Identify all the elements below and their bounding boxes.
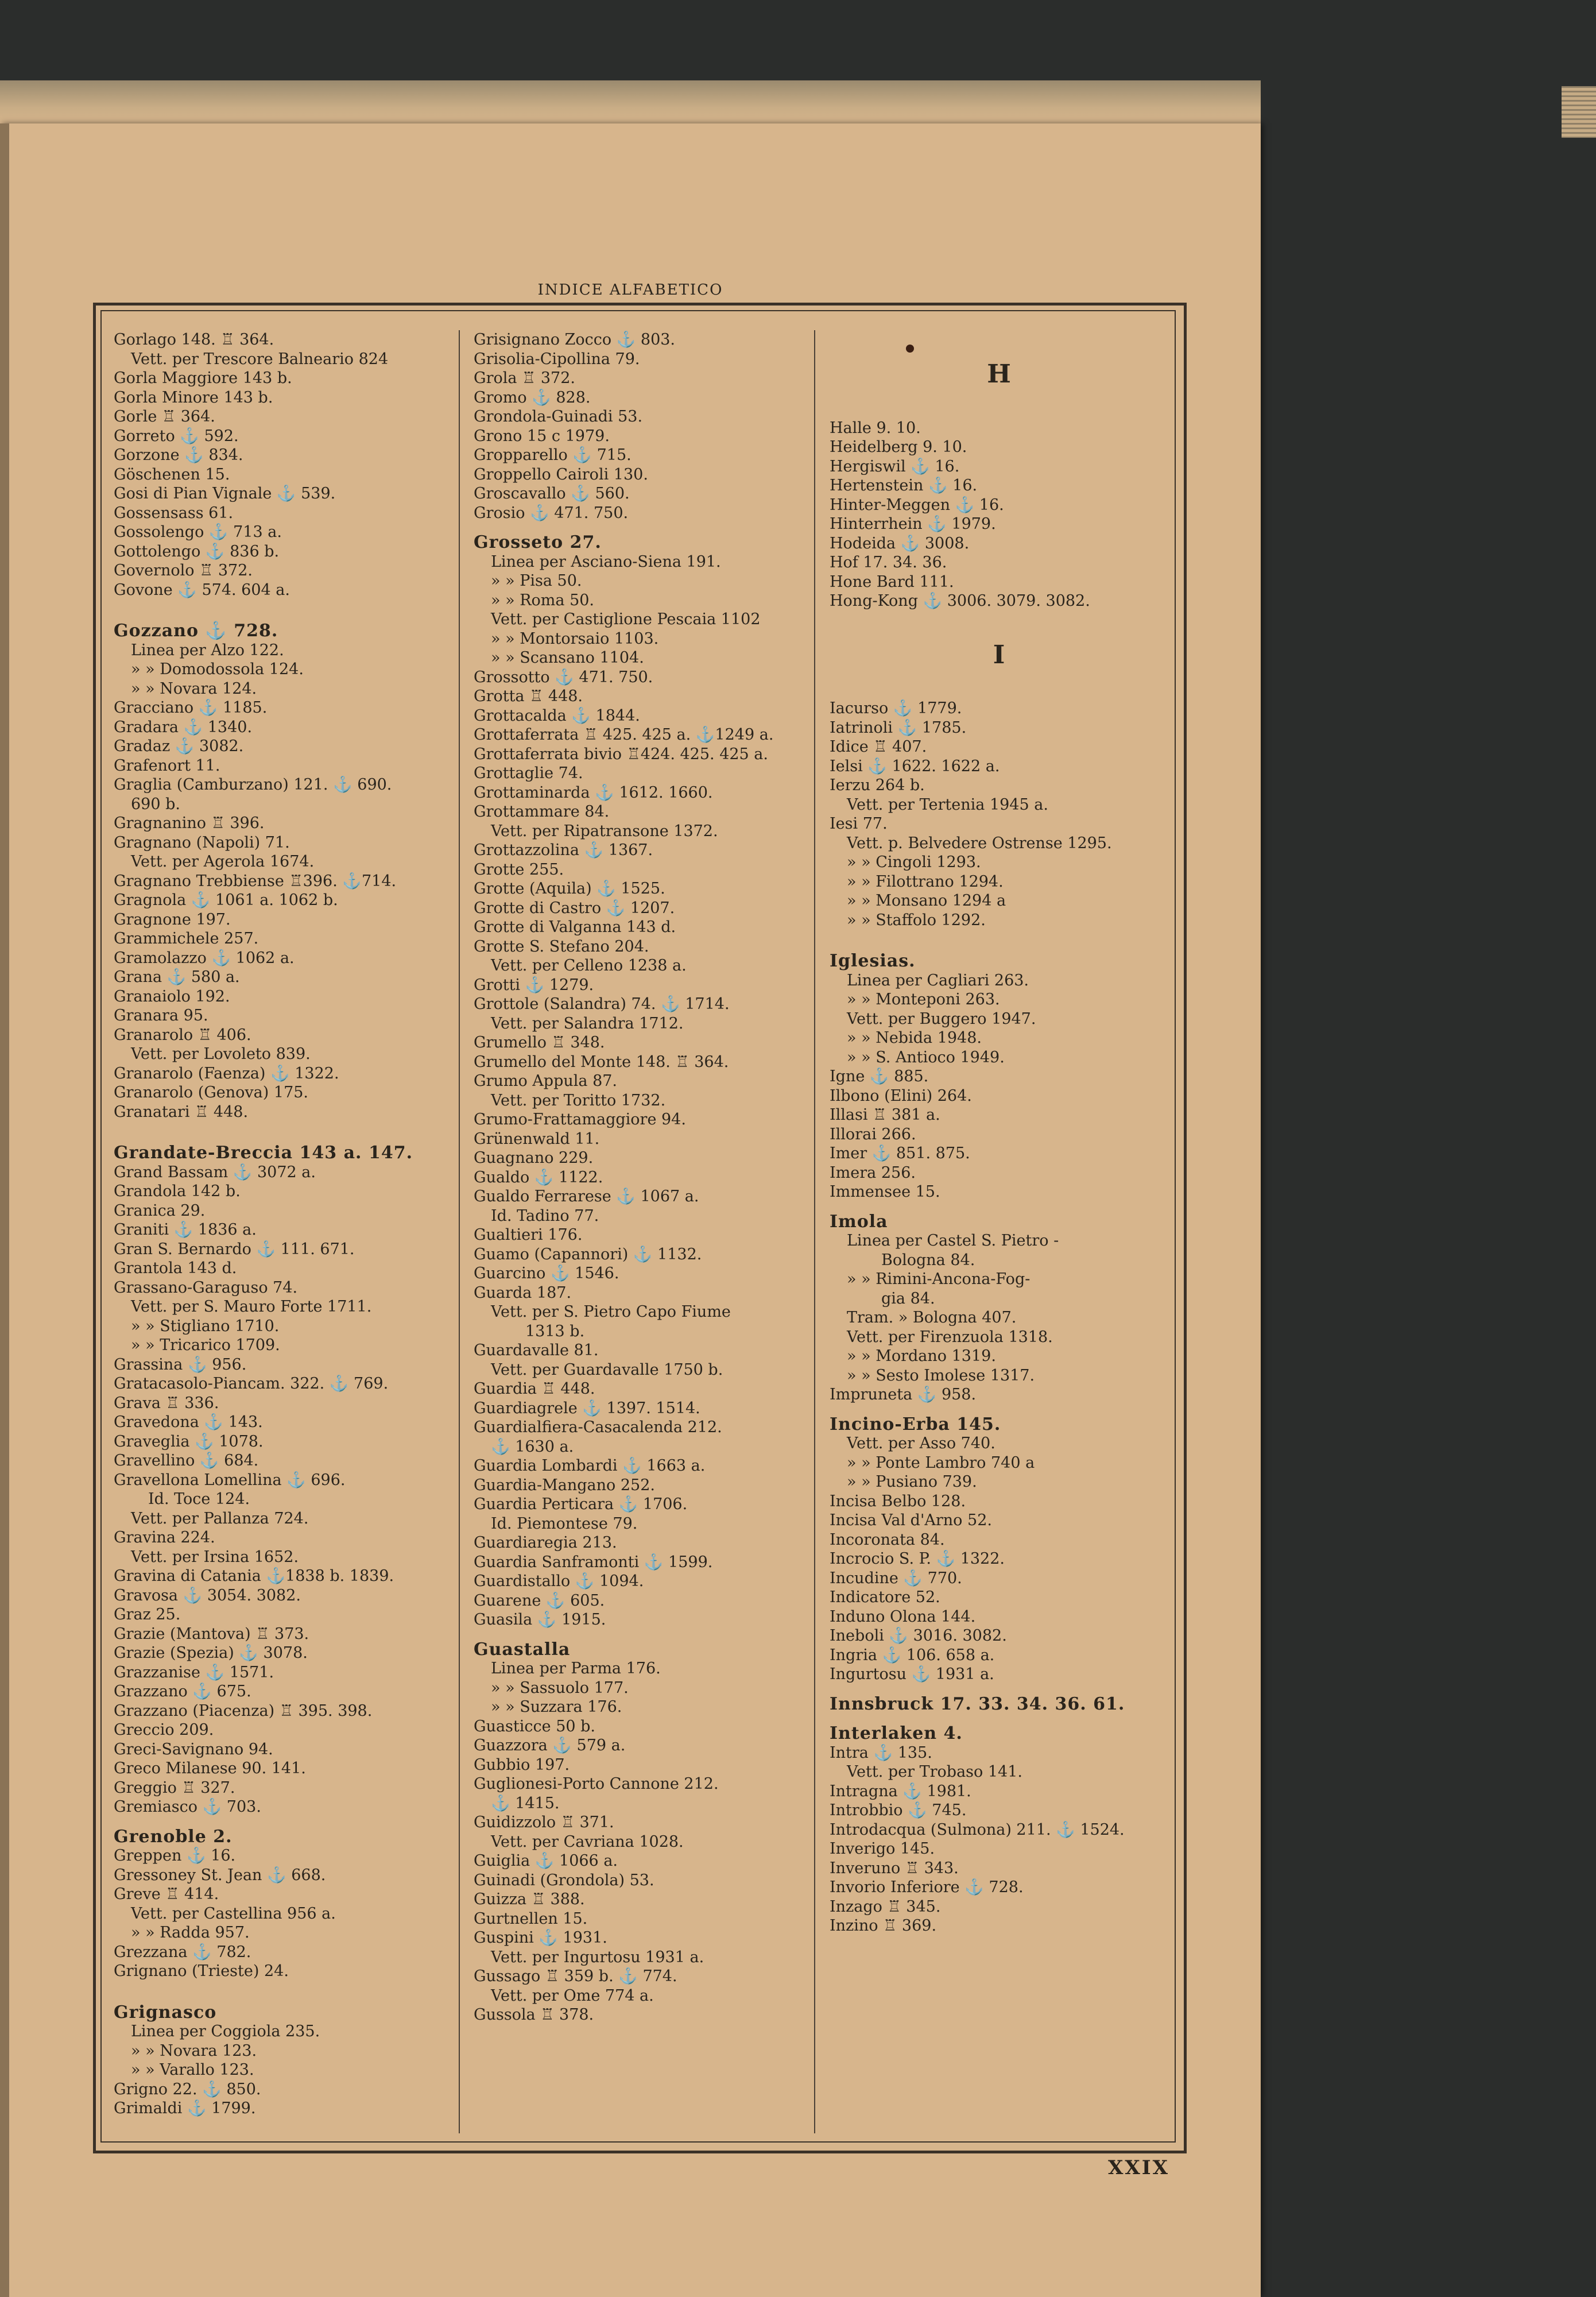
index-entry: Id. Piemontese 79.: [491, 1514, 638, 1533]
index-entry: Guspini ⚓ 1931.: [474, 1929, 607, 1947]
index-entry: Vett. per S. Pietro Capo Fiume: [491, 1303, 731, 1321]
index-entry: Gottolengo ⚓ 836 b.: [114, 542, 280, 560]
index-entry: Grisignano Zocco ⚓ 803.: [474, 331, 676, 349]
index-entry: » » Cingoli 1293.: [847, 853, 981, 871]
index-entry: » » Staffolo 1292.: [847, 911, 986, 929]
index-entry: Grottammare 84.: [474, 803, 610, 821]
index-entry: Incoronata 84.: [830, 1530, 945, 1549]
index-entry: Induno Olona 144.: [830, 1607, 976, 1626]
index-entry: Gussola ♖ 378.: [474, 2006, 594, 2024]
index-heading: H: [987, 359, 1011, 389]
index-entry: Guardia-Mangano 252.: [474, 1476, 655, 1494]
index-entry: » » Sassuolo 177.: [491, 1679, 629, 1697]
index-entry: ⚓ 1415.: [491, 1794, 560, 1812]
index-entry: Heidelberg 9. 10.: [830, 438, 967, 456]
index-entry: Grandola 142 b.: [114, 1182, 241, 1200]
index-entry: Guarcino ⚓ 1546.: [474, 1264, 619, 1282]
index-heading: Iglesias.: [830, 951, 916, 971]
index-entry: Grand Bassam ⚓ 3072 a.: [114, 1163, 316, 1181]
index-entry: Impruneta ⚓ 958.: [830, 1386, 977, 1403]
index-entry: Gromo ⚓ 828.: [474, 388, 591, 407]
index-entry: Vett. per Salandra 1712.: [491, 1014, 684, 1033]
index-entry: » » Novara 124.: [131, 679, 257, 698]
index-entry: Gropparello ⚓ 715.: [474, 446, 632, 464]
index-entry: Graglia (Camburzano) 121. ⚓ 690.: [114, 776, 392, 794]
index-entry: Ingria ⚓ 106. 658 a.: [830, 1646, 995, 1664]
index-entry: Grassano-Garaguso 74.: [114, 1278, 298, 1297]
index-entry: Guardistallo ⚓ 1094.: [474, 1572, 644, 1590]
index-entry: Grisolia-Cipollina 79.: [474, 350, 640, 368]
page-number: XXIX: [1108, 2156, 1170, 2179]
index-entry: Iacurso ⚓ 1779.: [830, 699, 962, 717]
index-heading: Innsbruck 17. 33. 34. 36. 61.: [830, 1693, 1125, 1714]
index-entry: » » Monteponi 263.: [847, 991, 1000, 1008]
index-entry: 1313 b.: [525, 1322, 585, 1340]
index-entry: Gradara ⚓ 1340.: [114, 718, 253, 736]
index-entry: Grotte di Valganna 143 d.: [474, 918, 676, 936]
index-entry: Bologna 84.: [881, 1251, 975, 1269]
index-entry: Granara 95.: [114, 1007, 208, 1024]
index-entry: Guizza ♖ 388.: [474, 1890, 585, 1908]
index-entry: Gragnano Trebbiense ♖396. ⚓714.: [114, 872, 397, 890]
index-entry: Grumo Appula 87.: [474, 1072, 618, 1090]
index-entry: Granarolo ♖ 406.: [114, 1026, 251, 1044]
index-entry: Illasi ♖ 381 a.: [830, 1106, 940, 1124]
index-entry: Gravellona Lomellina ⚓ 696.: [114, 1471, 346, 1489]
index-entry: Hinter-Meggen ⚓ 16.: [830, 496, 1004, 514]
index-entry: Gragnanino ♖ 396.: [114, 814, 265, 832]
index-entry: Grottaminarda ⚓ 1612. 1660.: [474, 783, 713, 802]
index-entry: Gravina di Catania ⚓1838 b. 1839.: [114, 1567, 394, 1585]
index-entry: » » Roma 50.: [491, 591, 595, 609]
index-entry: Guardia Sanframonti ⚓ 1599.: [474, 1553, 713, 1571]
index-entry: Gurtnellen 15.: [474, 1909, 588, 1928]
index-entry: Grimaldi ⚓ 1799.: [114, 2099, 256, 2117]
index-entry: » » Suzzara 176.: [491, 1698, 622, 1716]
index-entry: Gran S. Bernardo ⚓ 111. 671.: [114, 1240, 355, 1258]
index-entry: Grazzano (Piacenza) ♖ 395. 398.: [114, 1702, 373, 1720]
index-heading: Grignasco: [114, 2002, 217, 2023]
index-entry: Grumo-Frattamaggiore 94.: [474, 1111, 686, 1128]
index-heading: Incino-Erba 145.: [830, 1414, 1001, 1434]
index-entry: Grana ⚓ 580 a.: [114, 968, 240, 986]
index-entry: Graniti ⚓ 1836 a.: [114, 1221, 257, 1239]
index-entry: Grammichele 257.: [114, 930, 259, 948]
index-entry: Vett. per Tertenia 1945 a.: [847, 795, 1048, 814]
index-entry: Guagnano 229.: [474, 1149, 594, 1167]
page-gutter: [0, 123, 9, 2297]
index-entry: Tram. » Bologna 407.: [847, 1309, 1017, 1327]
spacer: [830, 930, 1168, 941]
index-entry: Gussago ♖ 359 b. ⚓ 774.: [474, 1967, 677, 1985]
column-rule-2: [814, 330, 815, 2133]
index-entry: Gramolazzo ⚓ 1062 a.: [114, 949, 295, 967]
index-entry: Grottacalda ⚓ 1844.: [474, 706, 640, 725]
index-entry: gia 84.: [881, 1289, 935, 1308]
index-entry: Gracciano ⚓ 1185.: [114, 699, 268, 717]
index-entry: Hergiswil ⚓ 16.: [830, 457, 960, 475]
index-entry: Grotte 255.: [474, 860, 564, 879]
index-entry: Indicatore 52.: [830, 1588, 940, 1606]
index-entry: Hertenstein ⚓ 16.: [830, 477, 978, 494]
index-entry: » » Tricarico 1709.: [131, 1336, 280, 1354]
index-entry: Vett. per Guardavalle 1750 b.: [491, 1360, 723, 1379]
index-entry: » » Rimini-Ancona-Fog-: [847, 1270, 1031, 1288]
index-entry: » » Monsano 1294 a: [847, 892, 1006, 910]
index-entry: Grignano (Trieste) 24.: [114, 1962, 289, 1980]
index-entry: Granarolo (Faenza) ⚓ 1322.: [114, 1064, 339, 1082]
index-entry: Illorai 266.: [830, 1125, 916, 1143]
index-entry: Guarene ⚓ 605.: [474, 1591, 605, 1610]
index-entry: » » Nebida 1948.: [847, 1029, 982, 1047]
index-entry: Gradaz ⚓ 3082.: [114, 737, 244, 755]
index-entry: Gorle ♖ 364.: [114, 408, 215, 426]
index-entry: Imera 256.: [830, 1163, 916, 1182]
index-entry: Inzino ♖ 369.: [830, 1917, 937, 1935]
index-heading: Grandate-Breccia 143 a. 147.: [114, 1143, 413, 1163]
index-entry: Grotte (Aquila) ⚓ 1525.: [474, 880, 665, 898]
index-entry: Graz 25.: [114, 1606, 181, 1623]
index-heading: Grosseto 27.: [474, 532, 602, 552]
index-entry: Guardiaregia 213.: [474, 1534, 617, 1552]
index-entry: Grafenort 11.: [114, 756, 220, 775]
index-entry: Grigno 22. ⚓ 850.: [114, 2080, 261, 2098]
index-heading: Gozzano ⚓ 728.: [114, 621, 278, 641]
index-entry: » » Montorsaio 1103.: [491, 629, 659, 648]
index-column-1: [114, 330, 447, 2118]
index-entry: Gravosa ⚓ 3054. 3082.: [114, 1586, 301, 1604]
index-entry: Guazzora ⚓ 579 a.: [474, 1737, 626, 1754]
index-entry: Linea per Asciano-Siena 191.: [491, 552, 721, 571]
index-entry: » » Sesto Imolese 1317.: [847, 1366, 1035, 1385]
index-entry: Gualtieri 176.: [474, 1226, 583, 1244]
index-entry: Vett. per S. Mauro Forte 1711.: [131, 1298, 372, 1316]
index-entry: Grosio ⚓ 471. 750.: [474, 504, 629, 522]
index-entry: Ierzu 264 b.: [830, 776, 925, 794]
index-entry: » » Pisa 50.: [491, 572, 582, 590]
index-entry: Graveglia ⚓ 1078.: [114, 1432, 264, 1451]
index-entry: Intragna ⚓ 1981.: [830, 1782, 971, 1800]
index-entry: Hinterrhein ⚓ 1979.: [830, 515, 996, 533]
index-entry: » » Scansano 1104.: [491, 649, 644, 667]
index-entry: Gorzone ⚓ 834.: [114, 446, 243, 464]
index-heading: Imola: [830, 1211, 888, 1232]
index-entry: Vett. per Asso 740.: [847, 1434, 995, 1452]
index-entry: Göschenen 15.: [114, 465, 230, 484]
index-entry: Guidizzolo ♖ 371.: [474, 1813, 614, 1831]
index-entry: Incisa Val d'Arno 52.: [830, 1511, 992, 1529]
index-entry: Grantola 143 d.: [114, 1259, 237, 1277]
index-entry: Vett. per Trobaso 141.: [847, 1763, 1022, 1781]
index-entry: Grottazzolina ⚓ 1367.: [474, 841, 653, 859]
index-entry: Governolo ♖ 372.: [114, 562, 253, 579]
index-entry: Grondola-Guinadi 53.: [474, 408, 643, 426]
index-entry: Vett. per Lovoleto 839.: [131, 1045, 311, 1063]
index-entry: Halle 9. 10.: [830, 419, 921, 437]
index-entry: Gossolengo ⚓ 713 a.: [114, 523, 282, 541]
index-entry: Gorreto ⚓ 592.: [114, 427, 239, 445]
index-entry: Groppello Cairoli 130.: [474, 465, 648, 484]
index-entry: Introbbio ⚓ 745.: [830, 1801, 967, 1819]
index-entry: Inverigo 145.: [830, 1840, 935, 1858]
index-entry: Guiglia ⚓ 1066 a.: [474, 1852, 618, 1870]
page-top-edge: [0, 80, 1261, 126]
index-entry: Greppen ⚓ 16.: [114, 1847, 236, 1865]
index-entry: Guarda 187.: [474, 1283, 572, 1302]
index-entry: Grono 15 c 1979.: [474, 427, 610, 445]
index-entry: Greco Milanese 90. 141.: [114, 1760, 306, 1777]
index-entry: Vett. per Firenzuola 1318.: [847, 1328, 1053, 1346]
index-entry: Guasticce 50 b.: [474, 1717, 596, 1735]
index-entry: Vett. per Agerola 1674.: [131, 853, 315, 871]
index-entry: Linea per Coggiola 235.: [131, 2023, 320, 2040]
index-entry: Grava ♖ 336.: [114, 1394, 219, 1412]
index-entry: Grumello del Monte 148. ♖ 364.: [474, 1053, 729, 1071]
index-entry: Ielsi ⚓ 1622. 1622 a.: [830, 757, 1000, 775]
index-entry: Govone ⚓ 574. 604 a.: [114, 581, 290, 599]
index-entry: Grossotto ⚓ 471. 750.: [474, 668, 653, 686]
column-rule-1: [459, 330, 460, 2133]
index-entry: Guardia ♖ 448.: [474, 1380, 595, 1398]
index-entry: Gressoney St. Jean ⚓ 668.: [114, 1866, 326, 1884]
index-entry: Intra ⚓ 135.: [830, 1743, 932, 1762]
index-entry: Guardia Lombardi ⚓ 1663 a.: [474, 1457, 706, 1475]
index-entry: Ingurtosu ⚓ 1931 a.: [830, 1665, 994, 1683]
index-entry: Grottaferrata ♖ 425. 425 a. ⚓1249 a.: [474, 726, 774, 744]
index-entry: » » Domodossola 124.: [131, 660, 304, 678]
index-entry: Gualdo ⚓ 1122.: [474, 1168, 603, 1186]
index-entry: » » Novara 123.: [131, 2041, 257, 2060]
index-heading: I: [993, 640, 1005, 670]
index-entry: Grotte S. Stefano 204.: [474, 937, 649, 956]
spacer: [114, 1981, 447, 1993]
index-entry: Grola ♖ 372.: [474, 369, 575, 387]
index-entry: Gravellino ⚓ 684.: [114, 1452, 259, 1470]
index-entry: Invorio Inferiore ⚓ 728.: [830, 1878, 1024, 1896]
index-entry: Vett. per Ripatransone 1372.: [491, 822, 718, 840]
index-column-2: [474, 330, 812, 2025]
index-entry: Immensee 15.: [830, 1183, 940, 1201]
index-entry: Ilbono (Elini) 264.: [830, 1086, 972, 1105]
index-entry: » » Ponte Lambro 740 a: [847, 1453, 1035, 1472]
index-entry: » » Varallo 123.: [131, 2061, 254, 2079]
index-entry: » » Radda 957.: [131, 1924, 250, 1942]
index-entry: Greggio ♖ 327.: [114, 1778, 235, 1797]
index-entry: Igne ⚓ 885.: [830, 1068, 929, 1085]
index-entry: 690 b.: [131, 795, 180, 813]
index-entry: Ineboli ⚓ 3016. 3082.: [830, 1627, 1007, 1645]
index-entry: Vett. per Celleno 1238 a.: [491, 957, 687, 975]
index-entry: Gorla Maggiore 143 b.: [114, 369, 292, 387]
index-entry: Grotte di Castro ⚓ 1207.: [474, 899, 675, 917]
index-entry: Granatari ♖ 448.: [114, 1103, 249, 1121]
index-entry: Vett. per Pallanza 724.: [131, 1509, 309, 1528]
index-entry: Vett. per Castellina 956 a.: [131, 1904, 336, 1923]
index-entry: Vett. per Ome 774 a.: [491, 1986, 654, 2005]
spacer: [114, 1122, 447, 1133]
index-entry: Vett. per Buggero 1947.: [847, 1010, 1036, 1028]
index-entry: Incrocio S. P. ⚓ 1322.: [830, 1550, 1005, 1568]
index-entry: Gualdo Ferrarese ⚓ 1067 a.: [474, 1188, 699, 1205]
index-entry: » » Stigliano 1710.: [131, 1317, 280, 1335]
index-entry: Guardia Perticara ⚓ 1706.: [474, 1495, 688, 1513]
index-entry: Grottaglie 74.: [474, 764, 583, 782]
index-entry: Gorla Minore 143 b.: [114, 388, 273, 407]
index-entry: Inveruno ♖ 343.: [830, 1859, 959, 1877]
index-entry: Vett. per Irsina 1652.: [131, 1548, 299, 1566]
index-entry: Linea per Parma 176.: [491, 1660, 661, 1677]
index-entry: Incisa Belbo 128.: [830, 1492, 966, 1510]
index-entry: Grotti ⚓ 1279.: [474, 976, 594, 994]
index-heading: Grenoble 2.: [114, 1826, 233, 1847]
index-entry: Hone Bard 111.: [830, 573, 954, 591]
index-entry: Gragnola ⚓ 1061 a. 1062 b.: [114, 891, 338, 909]
index-column-3: [830, 330, 1168, 1936]
index-entry: Gratacasolo-Piancam. 322. ⚓ 769.: [114, 1375, 389, 1393]
index-entry: Gravina 224.: [114, 1529, 215, 1546]
index-entry: Grassina ⚓ 956.: [114, 1355, 247, 1374]
index-entry: Hong-Kong ⚓ 3006. 3079. 3082.: [830, 592, 1090, 610]
index-entry: Granica 29.: [114, 1201, 206, 1220]
index-entry: Gubbio 197.: [474, 1755, 570, 1774]
index-entry: Grottole (Salandra) 74. ⚓ 1714.: [474, 995, 730, 1013]
index-entry: Gremiasco ⚓ 703.: [114, 1798, 261, 1816]
index-entry: Grezzana ⚓ 782.: [114, 1943, 251, 1961]
index-entry: Grazie (Spezia) ⚓ 3078.: [114, 1644, 308, 1662]
index-entry: Inzago ♖ 345.: [830, 1897, 941, 1916]
index-entry: Greci-Savignano 94.: [114, 1740, 273, 1758]
index-entry: Guamo (Capannori) ⚓ 1132.: [474, 1245, 702, 1263]
index-entry: Linea per Alzo 122.: [131, 641, 284, 659]
index-entry: Linea per Castel S. Pietro -: [847, 1232, 1059, 1250]
index-entry: » » Mordano 1319.: [847, 1347, 996, 1365]
index-entry: Grottaferrata bivio ♖424. 425. 425 a.: [474, 745, 768, 763]
index-entry: Grumello ♖ 348.: [474, 1034, 605, 1051]
spacer: [114, 600, 447, 611]
index-entry: Grazzano ⚓ 675.: [114, 1683, 251, 1700]
index-entry: Id. Toce 124.: [148, 1490, 250, 1508]
index-heading: Guastalla: [474, 1639, 571, 1660]
index-entry: Gravedona ⚓ 143.: [114, 1413, 263, 1431]
index-entry: Gorlago 148. ♖ 364.: [114, 331, 274, 349]
index-entry: Vett. p. Belvedere Ostrense 1295.: [847, 834, 1112, 852]
index-entry: » » Filottrano 1294.: [847, 872, 1004, 891]
index-entry: Guasila ⚓ 1915.: [474, 1611, 606, 1629]
index-entry: Groscavallo ⚓ 560.: [474, 485, 630, 502]
index-entry: Iesi 77.: [830, 815, 888, 833]
index-entry: » » Pusiano 739.: [847, 1473, 977, 1491]
index-entry: Grotta ♖ 448.: [474, 687, 583, 705]
index-entry: Grazie (Mantova) ♖ 373.: [114, 1625, 309, 1643]
page-stack-edge: [1562, 86, 1596, 138]
index-entry: Incudine ⚓ 770.: [830, 1569, 962, 1587]
index-heading: Interlaken 4.: [830, 1723, 963, 1743]
index-entry: Granaiolo 192.: [114, 987, 230, 1006]
index-entry: Gosi di Pian Vignale ⚓ 539.: [114, 485, 336, 502]
running-head: INDICE ALFABETICO: [537, 281, 723, 299]
index-entry: Gragnone 197.: [114, 910, 231, 929]
index-entry: Greccio 209.: [114, 1721, 214, 1739]
index-entry: Grünenwald 11.: [474, 1130, 600, 1148]
index-entry: Iatrinoli ⚓ 1785.: [830, 718, 967, 737]
index-entry: Imer ⚓ 851. 875.: [830, 1144, 970, 1162]
index-entry: Vett. per Trescore Balneario 824: [131, 350, 389, 368]
index-entry: Guglionesi-Porto Cannone 212.: [474, 1775, 719, 1793]
index-entry: Guinadi (Grondola) 53.: [474, 1871, 654, 1889]
index-entry: Guardavalle 81.: [474, 1341, 599, 1359]
index-entry: Hof 17. 34. 36.: [830, 554, 947, 571]
index-entry: » » S. Antioco 1949.: [847, 1048, 1005, 1066]
index-entry: Gragnano (Napoli) 71.: [114, 833, 290, 852]
index-entry: Granarolo (Genova) 175.: [114, 1084, 309, 1101]
index-entry: Vett. per Toritto 1732.: [491, 1091, 666, 1109]
index-entry: Guardialfiera-Casacalenda 212.: [474, 1418, 722, 1436]
index-entry: Grazzanise ⚓ 1571.: [114, 1663, 274, 1681]
index-entry: Guardiagrele ⚓ 1397. 1514.: [474, 1399, 700, 1417]
index-entry: Hodeida ⚓ 3008.: [830, 534, 970, 552]
index-entry: Vett. per Cavriana 1028.: [491, 1832, 684, 1851]
index-entry: ⚓ 1630 a.: [491, 1437, 574, 1456]
index-entry: Vett. per Ingurtosu 1931 a.: [491, 1948, 704, 1966]
index-entry: Idice ♖ 407.: [830, 738, 927, 756]
index-entry: Gossensass 61.: [114, 504, 234, 522]
index-entry: Linea per Cagliari 263.: [847, 971, 1029, 989]
index-entry: Vett. per Castiglione Pescaia 1102: [491, 610, 761, 628]
index-entry: Introdacqua (Sulmona) 211. ⚓ 1524.: [830, 1820, 1125, 1839]
index-entry: Greve ♖ 414.: [114, 1885, 219, 1903]
index-entry: Id. Tadino 77.: [491, 1206, 599, 1225]
